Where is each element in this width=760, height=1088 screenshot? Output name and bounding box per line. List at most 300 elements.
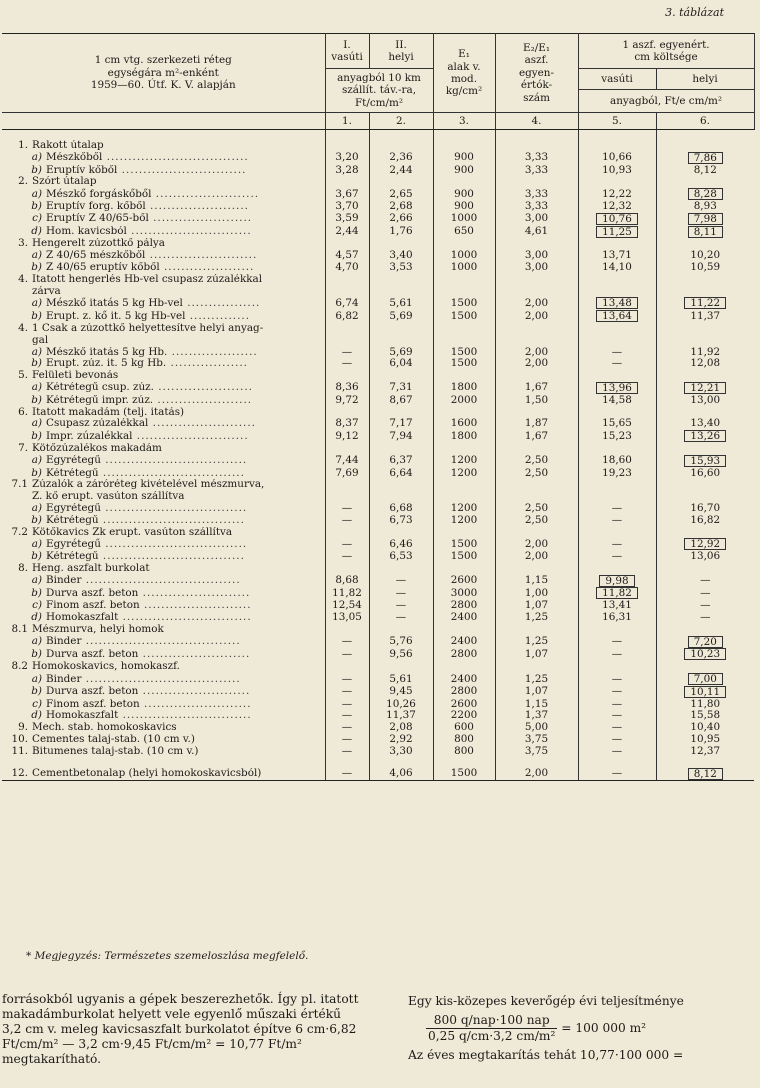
cell-col5 [578,563,656,575]
cell-col3: 2400 [433,673,495,686]
row-label [2,286,325,298]
cell-col2: — [369,600,433,612]
body-line-3: Az éves megtakarítás tehát 10,77·100 000 = [408,1048,684,1062]
cell-col2 [369,176,433,188]
leader-dots: ................................. [102,151,249,164]
cell-col2: 6,64 [369,468,433,480]
cell-col2: 5,61 [369,673,433,686]
table-row [2,551,754,563]
table-row [2,201,754,213]
row-label [2,152,325,165]
cell-col2: 5,69 [369,310,433,323]
row-label [2,734,325,746]
cell-col6 [656,673,754,686]
header-num-blank [2,113,325,130]
row-item-label: Kétrétegű [46,551,99,563]
row-item-label: Durva aszf. beton [46,648,139,660]
leader-dots: ....................... [148,212,253,225]
cell-col2 [369,323,433,335]
table-row [2,286,754,298]
cell-col3: 1800 [433,430,495,443]
row-sub-letter: b) [31,261,42,273]
cell-col2: 6,37 [369,455,433,468]
cost-table [2,33,755,781]
table-row [2,382,754,395]
cell-col5 [578,286,656,298]
cell-col1: 8,36 [325,382,369,395]
section-row [2,407,754,419]
row-item-label: Mészkő itatás 5 kg Hb-vel [46,297,183,309]
cell-col3 [433,140,495,152]
row-label [2,418,325,430]
cell-col3: 1500 [433,538,495,551]
cell-col3 [433,527,495,539]
row-label [2,274,325,286]
top-spacer-row [2,130,754,141]
cell-col6: — [656,612,754,624]
row-label [2,226,325,239]
leader-dots: ......................... [138,587,251,599]
table-row [2,262,754,274]
row-label [2,347,325,359]
leader-dots: .................................... [81,635,241,648]
cell-col2: 6,73 [369,515,433,527]
row-item-label: Durva aszf. beton [46,685,139,698]
cell-col2: 5,76 [369,636,433,649]
cell-col5: 10,66 [578,152,656,165]
row-item-label: Mészkő forgáskőből [46,188,152,200]
cell-col2 [369,286,433,298]
row-number: 4. [18,273,28,285]
cell-col1: — [325,722,369,734]
cell-col1: 6,74 [325,297,369,310]
leader-dots: .............. [185,310,250,322]
cell-col4: 2,00 [495,297,578,310]
cell-col4 [495,624,578,636]
cell-col1: — [325,673,369,686]
cell-col3: 1000 [433,262,495,274]
cell-col5: 14,58 [578,395,656,407]
table-row [2,347,754,359]
cell-col5 [578,661,656,673]
cell-col2 [369,335,433,347]
cell-col6: 16,70 [656,503,754,515]
cell-col6 [656,758,754,768]
cell-col4: 1,07 [495,600,578,612]
row-label [2,600,325,612]
boxed-value: 13,26 [684,430,726,442]
row-item-label: Erupt. zúz. it. 5 kg Hb. [46,358,167,370]
cell-col2: 3,53 [369,262,433,274]
cell-col2: 4,06 [369,768,433,781]
row-number: 3. [18,238,28,250]
cell-col5: 18,60 [578,455,656,468]
leader-dots: ..................... [159,261,255,273]
cell-col2: 5,69 [369,347,433,359]
cell-col2: — [369,575,433,588]
cell-col2: 1,76 [369,226,433,239]
cell-col6: 15,58 [656,710,754,722]
cell-col5: — [578,515,656,527]
cell-col5 [578,370,656,382]
cell-col5: — [578,673,656,686]
fraction-result: = 100 000 m² [561,1021,647,1035]
cell-col4 [495,370,578,382]
cell-col6 [656,636,754,649]
cell-col6: — [656,587,754,600]
row-sub-letter: a) [31,502,42,514]
cell-col4: 3,33 [495,152,578,165]
cell-col5 [578,140,656,152]
cell-col5: 10,93 [578,165,656,177]
row-sub-letter: a) [31,454,42,467]
leader-dots: .......................... [132,430,249,442]
cell-col3: 1800 [433,382,495,395]
cell-col4: 1,87 [495,418,578,430]
table-row [2,515,754,527]
row-number: 6. [18,406,28,418]
cell-col2: 6,04 [369,358,433,370]
cell-col3: 1500 [433,310,495,323]
cell-col3: 1500 [433,551,495,563]
cell-col2: 2,68 [369,201,433,213]
leader-dots: ................................. [98,467,245,479]
cell-col4: 2,50 [495,468,578,480]
row-title: Itatott makadám (telj. itatás) [32,406,185,418]
header-num-3: 3. [433,113,495,130]
cell-col6: 10,95 [656,734,754,746]
boxed-value: 13,96 [596,382,638,394]
row-label [2,479,325,491]
cell-col2: 5,61 [369,297,433,310]
row-label [2,370,325,382]
cell-col4 [495,443,578,455]
cell-col1 [325,661,369,673]
cell-col2: 6,53 [369,551,433,563]
cell-col3: 650 [433,226,495,239]
cell-col3 [433,286,495,298]
cell-col4: 1,67 [495,382,578,395]
cell-col6 [656,624,754,636]
row-item-label: Mészkő itatás 5 kg Hb. [46,346,168,358]
table-row [2,335,754,347]
cell-col5 [578,297,656,310]
row-sub-letter: b) [31,164,42,176]
cell-col5: 14,10 [578,262,656,274]
row-item-label: Finom aszf. beton [46,698,140,710]
leader-dots: ......................... [139,600,252,612]
cell-col1: — [325,636,369,649]
cell-col2 [369,527,433,539]
row-title: Homokoskavics, homokaszf. [32,661,180,673]
table-row [2,165,754,177]
boxed-value: 13,64 [596,310,638,322]
cell-col4: 5,00 [495,722,578,734]
row-title-continued: Z. kő erupt. vasúton szállítva [32,491,185,503]
cell-col3 [433,335,495,347]
leader-dots: ......................... [138,685,251,698]
cell-col3: 2200 [433,710,495,722]
cell-col1: 3,70 [325,201,369,213]
cell-col2: 6,68 [369,503,433,515]
cell-col1: 3,28 [325,165,369,177]
row-title: Felületi bevonás [32,370,119,382]
leader-dots: .............................. [118,612,252,624]
table-row [2,699,754,711]
cell-col4: 1,15 [495,699,578,711]
section-row [2,734,754,746]
row-label [2,551,325,563]
row-label [2,661,325,673]
row-label [2,722,325,734]
cell-col2: 6,46 [369,538,433,551]
cell-col1: 4,57 [325,250,369,262]
section-row [2,722,754,734]
table-row [2,310,754,323]
row-number: 4. [18,322,28,334]
row-label [2,624,325,636]
row-sub-letter: b) [31,551,42,563]
row-item-label: Egyrétegű [46,502,101,514]
cell-col4: 3,75 [495,734,578,746]
cell-col4: 2,00 [495,538,578,551]
cell-col1: 13,05 [325,612,369,624]
row-item-label: Binder [46,574,82,587]
leader-dots: ....................... [145,200,249,212]
cell-col1: — [325,358,369,370]
row-sub-letter: b) [31,685,42,698]
cell-col6: 13,06 [656,551,754,563]
cell-col6: 13,40 [656,418,754,430]
cell-col1: 9,12 [325,430,369,443]
cell-col6: — [656,600,754,612]
cell-col3 [433,176,495,188]
row-label [2,358,325,370]
row-title: Bitumenes talaj-stab. (10 cm v.) [32,745,199,757]
cell-col5: — [578,746,656,758]
cell-col3: 900 [433,152,495,165]
header-num-2: 2. [369,113,433,130]
leader-dots: ................................. [100,538,248,550]
row-label [2,201,325,213]
row-sub-letter: a) [31,250,42,262]
boxed-value: 7,00 [688,673,723,685]
cell-col2 [369,443,433,455]
section-row [2,176,754,188]
table-body [2,130,754,781]
row-sub-letter: c) [32,600,42,612]
cell-col6 [656,226,754,239]
cell-col5: 12,32 [578,201,656,213]
boxed-value: 12,21 [684,382,726,394]
header-num-6: 6. [656,113,754,130]
boxed-value: 7,20 [688,636,723,648]
row-number: 7.2 [11,526,28,538]
cell-col1: 11,82 [325,587,369,600]
cell-col3 [433,661,495,673]
row-sub-letter: a) [31,381,42,394]
table-row [2,455,754,468]
cell-col3: 1500 [433,768,495,781]
cell-col3 [433,370,495,382]
row-sub-letter: a) [31,538,42,550]
row-title: 1 Csak a zúzottkő helyettesítve helyi anyag- [32,322,264,334]
cell-col2: 2,44 [369,165,433,177]
cell-col3: 800 [433,734,495,746]
table-row [2,152,754,165]
table-row [2,491,754,503]
row-item-label: Eruptív Z 40/65-ből [46,212,149,225]
table-row [2,612,754,624]
cell-col4: 1,50 [495,395,578,407]
cell-col6 [656,323,754,335]
cell-col3 [433,624,495,636]
table-row [2,418,754,430]
cell-col6 [656,382,754,395]
leader-dots: ................................. [98,514,245,526]
cell-col6 [656,661,754,673]
cell-col1 [325,140,369,152]
cell-col5: — [578,699,656,711]
cell-col2: 2,65 [369,188,433,201]
cell-col5 [578,310,656,323]
cell-col3: 2800 [433,600,495,612]
row-label [2,575,325,588]
cell-col5: — [578,358,656,370]
boxed-value: 15,93 [684,455,726,467]
boxed-value: 13,48 [596,297,638,309]
cell-col6: 11,37 [656,310,754,323]
cell-col6 [656,286,754,298]
cell-col6 [656,686,754,699]
cell-col2: 3,40 [369,250,433,262]
row-item-label: Kétrétegű csup. zúz. [46,381,154,394]
row-label [2,140,325,152]
row-item-label: Eruptív forg. kőből [46,200,146,212]
row-sub-letter: a) [31,574,42,587]
row-label [2,335,325,347]
cell-col1: 3,59 [325,213,369,226]
cell-col1: — [325,648,369,661]
row-item-label: Impr. zúzalékkal [46,430,133,442]
fraction-numerator: 800 q/nap·100 nap [426,1013,557,1029]
cell-col3: 2400 [433,612,495,624]
cell-col2: 9,56 [369,648,433,661]
leader-dots: ........................ [151,188,260,200]
row-number: 11. [11,745,28,757]
cell-col1 [325,323,369,335]
row-label [2,491,325,503]
row-item-label: Kétrétegű [46,514,99,526]
cell-col5 [578,382,656,395]
row-label [2,430,325,443]
table-row [2,226,754,239]
row-title: Mészmurva, helyi homok [32,623,164,635]
cell-col1: 3,67 [325,188,369,201]
cell-col6 [656,213,754,226]
header-col4: E₂/E₁ aszf. egyen- értók- szám [495,34,578,113]
cell-col1 [325,286,369,298]
row-sub-letter: a) [31,673,42,685]
cell-col6 [656,140,754,152]
fraction [426,1013,557,1044]
cell-col3 [433,479,495,491]
leader-dots: .................... [167,346,258,358]
cell-col6: 8,12 [656,165,754,177]
cell-col4: 1,07 [495,648,578,661]
cell-col5: 15,65 [578,418,656,430]
row-sub-letter: a) [31,151,42,164]
leader-dots: ................................. [98,551,245,563]
row-label [2,563,325,575]
cell-col5 [578,527,656,539]
cell-col3: 800 [433,746,495,758]
cell-col4: 2,50 [495,503,578,515]
table-row [2,587,754,600]
row-sub-letter: a) [31,635,42,648]
boxed-value: 8,28 [688,188,723,200]
cell-col5 [578,274,656,286]
leader-dots: .................................... [81,574,241,587]
section-row [2,479,754,491]
row-number: 8.1 [11,623,28,635]
cell-col3: 1000 [433,250,495,262]
header-col1: I. vasúti [325,34,369,69]
cell-col2 [369,274,433,286]
cell-col1: — [325,551,369,563]
row-sub-letter: d) [31,225,42,238]
cell-col1: — [325,710,369,722]
leader-dots: ............................ [126,225,252,238]
row-title: Kötőkavics Zk erupt. vasúton szállítva [32,526,233,538]
cell-col2 [369,661,433,673]
row-number: 7. [18,442,28,454]
cell-col5: — [578,648,656,661]
cell-col6 [656,455,754,468]
row-item-label: Eruptív kőből [46,164,118,176]
header-num-1: 1. [325,113,369,130]
row-sub-letter: b) [31,358,42,370]
row-item-label: Z 40/65 eruptív kőből [46,261,160,273]
cell-col4: 1,25 [495,673,578,686]
row-title: Mech. stab. homokoskavics [32,722,177,734]
cell-col1 [325,563,369,575]
cell-col3: 2800 [433,648,495,661]
cell-col2: 11,37 [369,710,433,722]
table-row [2,213,754,226]
cell-col5: — [578,538,656,551]
row-item-label: Hom. kavicsból [46,225,127,238]
leader-dots: ........................ [148,418,256,430]
row-label [2,636,325,649]
row-title: Heng. aszfalt burkolat [32,562,150,574]
body-text-left: forrásokból ugyanis a gépek beszerezhetők. Így pl. itatott makadámburkolat helyett vele egyenlő műszaki értékű 3,2 cm v. meleg kavicsaszfalt burkolatot építve 6 cm·6,82 Ft/cm/m² — 3,2 cm·9,45 Ft/cm/m² = 10,77 Ft/m² megtakarítható. [2,992,359,1066]
table-row [2,600,754,612]
row-item-label: Mészkőből [46,151,103,164]
cell-col1: — [325,503,369,515]
cell-col6: 11,80 [656,699,754,711]
cell-col4: 3,00 [495,262,578,274]
row-label [2,648,325,661]
footnote: * Megjegyzés: Természetes szemeloszlása megfelelő. [26,950,309,962]
row-label [2,746,325,758]
leader-dots: ...................... [153,394,253,406]
cell-col2: 10,26 [369,699,433,711]
cell-col1: 9,72 [325,395,369,407]
cell-col5: — [578,503,656,515]
cell-col1: 7,69 [325,468,369,480]
row-label [2,686,325,699]
